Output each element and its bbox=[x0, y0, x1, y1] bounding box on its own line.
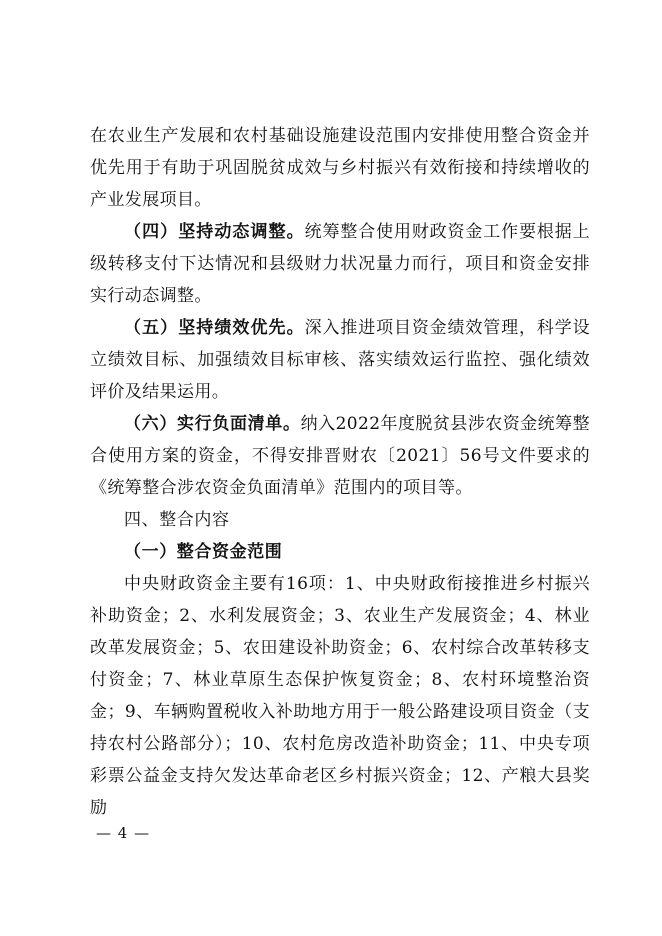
paragraph-central-funds: 中央财政资金主要有16项：1、中央财政衔接推进乡村振兴补助资金；2、水利发展资金；3、农业生产发展资金；4、林业改革发展资金；5、农田建设补助资金；6、农村综合改革转移支付资金；7、林业草原生态保护恢复资金；8、农村环境整治资金；9、车辆购置税收入补助地方用于一般公路建设项目资金（支持农村公路部分）；10、农村危房改造补助资金；11、中央专项彩票公益金支持欠发达革命老区乡村振兴资金；12、产粮大县奖励 bbox=[90, 574, 590, 818]
sub-heading: （一）整合资金范围 bbox=[124, 542, 283, 562]
paragraph-dynamic-adjustment bbox=[90, 216, 590, 312]
paragraph-lead: （四）坚持动态调整。 bbox=[124, 222, 305, 242]
paragraph-text: 深入推进项目资金绩效管理，科学设立绩效目标、加强绩效目标审核、落实绩效运行监控、强化绩效评价及结果运用。 bbox=[90, 318, 590, 402]
paragraph-performance-priority bbox=[90, 312, 590, 408]
paragraph-negative-list bbox=[90, 408, 590, 504]
paragraph-text: 纳入2022年度脱贫县涉农资金统筹整合使用方案的资金，不得安排晋财农〔2021〕56号文件要求的《统筹整合涉农资金负面清单》范围内的项目等。 bbox=[90, 414, 590, 498]
paragraph-lead: （六）实行负面清单。 bbox=[124, 414, 301, 434]
document-body bbox=[90, 120, 590, 824]
paragraph-lead: （五）坚持绩效优先。 bbox=[124, 318, 305, 338]
section-heading: 四、整合内容 bbox=[124, 510, 230, 530]
paragraph-text: 统筹整合使用财政资金工作要根据上级转移支付下达情况和县级财力状况量力而行，项目和资金安排实行动态调整。 bbox=[90, 222, 590, 306]
page-number: — 4 — bbox=[96, 824, 151, 842]
paragraph-funding-priority: 在农业生产发展和农村基础设施建设范围内安排使用整合资金并优先用于有助于巩固脱贫成效与乡村振兴有效衔接和持续增收的产业发展项目。 bbox=[90, 126, 590, 210]
